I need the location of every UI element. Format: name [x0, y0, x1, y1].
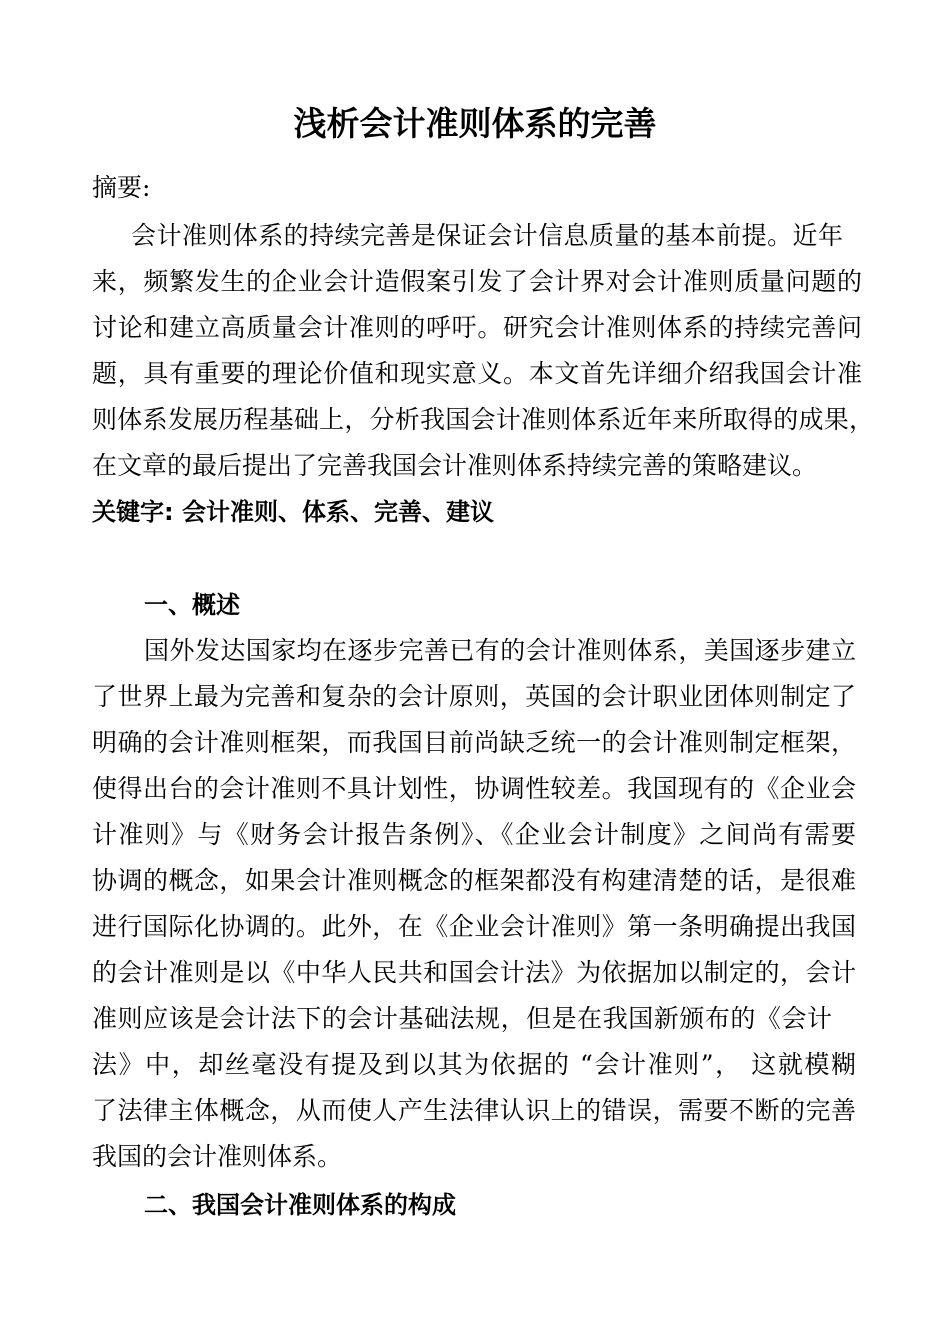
section-heading-overview: 一、概述 — [144, 591, 240, 619]
keywords-label: 关键字: — [92, 498, 174, 526]
body-line: 准则应该是会计法下的会计基础法规，但是在我国新颁布的《会计 — [92, 1004, 832, 1033]
abstract-line: 讨论和建立高质量会计准则的呼吁。研究会计准则体系的持续完善问 — [92, 313, 862, 342]
body-line: 明确的会计准则框架，而我国目前尚缺乏统一的会计准则制定框架， — [92, 728, 856, 757]
abstract-line: 题，具有重要的理论价值和现实意义。本文首先详细介绍我国会计准 — [92, 359, 862, 388]
body-line: 的会计准则是以《中华人民共和国会计法》为依据加以制定的，会计 — [92, 958, 856, 987]
body-line: 了法律主体概念，从而使人产生法律认识上的错误，需要不断的完善 — [92, 1096, 856, 1125]
section-heading-structure: 二、我国会计准则体系的构成 — [144, 1191, 456, 1219]
body-line: 协调的概念，如果会计准则概念的框架都没有构建清楚的话，是很难 — [92, 866, 856, 895]
abstract-line: 在文章的最后提出了完善我国会计准则体系持续完善的策略建议。 — [92, 451, 818, 480]
keywords — [92, 494, 494, 530]
keywords-text: 会计准则、体系、完善、建议 — [181, 498, 494, 526]
abstract-line: 来，频繁发生的企业会计造假案引发了会计界对会计准则质量问题的 — [92, 267, 862, 296]
body-line: 使得出台的会计准则不具计划性，协调性较差。我国现有的《企业会 — [92, 774, 856, 803]
body-line: 了世界上最为完善和复杂的会计原则，英国的会计职业团体则制定了 — [92, 682, 856, 711]
abstract-label: 摘要: — [92, 173, 151, 202]
body-line: 进行国际化协调的。此外，在《企业会计准则》第一条明确提出我国 — [92, 912, 856, 941]
body-line: 我国的会计准则体系。 — [92, 1142, 343, 1171]
abstract-line: 会计准则体系的持续完善是保证会计信息质量的基本前提。近年 — [131, 221, 843, 250]
body-line: 计准则》与《财务会计报告条例》、《企业会计制度》之间尚有需要 — [92, 820, 856, 849]
body-line: 国外发达国家均在逐步完善已有的会计准则体系，美国逐步建立 — [144, 636, 856, 665]
abstract-line: 则体系发展历程基础上，分析我国会计准则体系近年来所取得的成果， — [92, 405, 874, 434]
body-line: 法》中，却丝毫没有提及到以其为依据的 “会计准则”， 这就模糊 — [92, 1050, 856, 1079]
document-title: 浅析会计准则体系的完善 — [293, 104, 657, 143]
